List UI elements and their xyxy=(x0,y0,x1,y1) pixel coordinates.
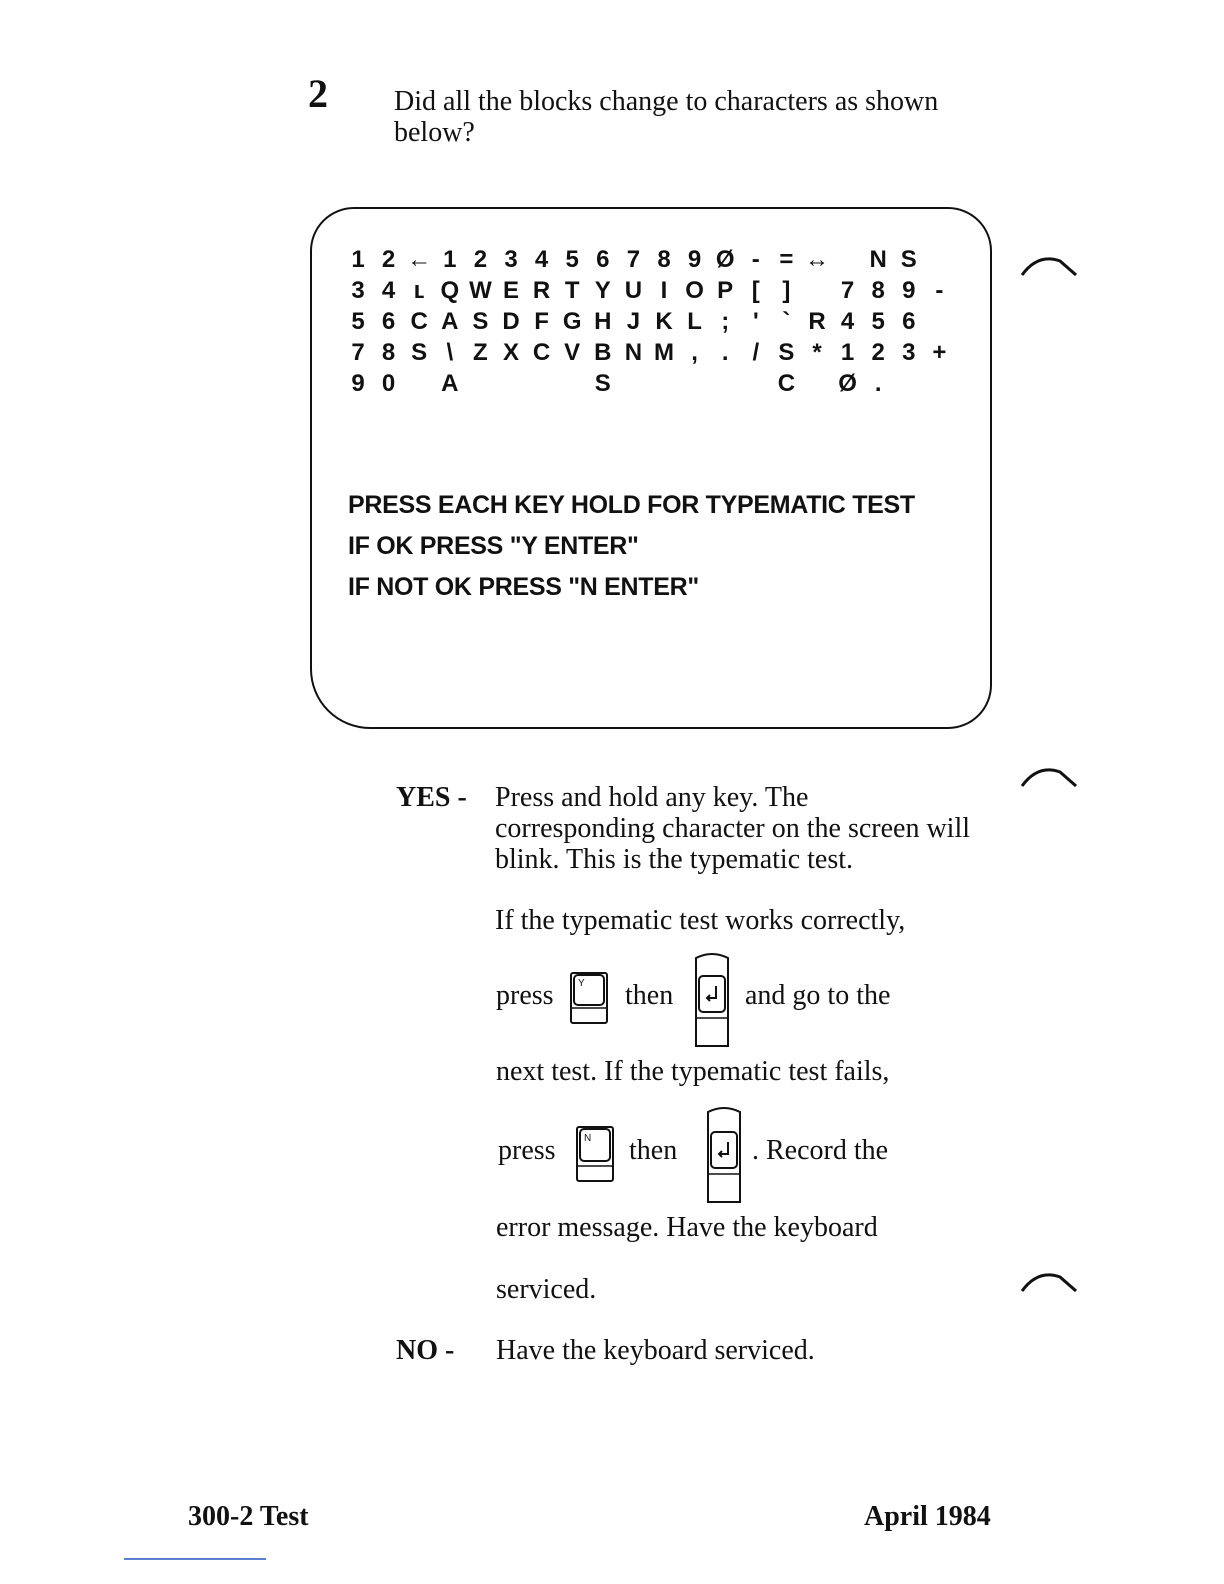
screen-char: K xyxy=(655,308,673,335)
screen-char: 4 xyxy=(381,277,396,304)
screen-char: C xyxy=(777,370,796,397)
screen-char: G xyxy=(562,308,582,335)
screen-char: C xyxy=(532,339,551,366)
screen-char: ʟ xyxy=(413,277,425,304)
screen-message-ok: IF OK PRESS "Y ENTER" xyxy=(348,532,639,560)
enter-key-icon xyxy=(702,1106,746,1204)
screen-char: I xyxy=(660,277,668,304)
screen-char: . xyxy=(874,370,882,397)
screen-char: 8 xyxy=(871,277,885,304)
screen-char: \ xyxy=(446,339,454,366)
yes-paragraph-1: Press and hold any key. The corresponding character on the screen will blink. This is the typematic test. xyxy=(495,782,971,875)
enter-key-icon xyxy=(690,952,734,1048)
press-word: press xyxy=(498,1135,556,1166)
screen-char: H xyxy=(594,308,612,335)
screen-char: L xyxy=(687,308,702,335)
screen-char: + xyxy=(932,339,947,366)
screen-char: 8 xyxy=(381,339,396,366)
y-key-legend: Y xyxy=(578,978,585,989)
screen-char: = xyxy=(779,246,794,273)
next-test-line: next test. If the typematic test fails, xyxy=(496,1056,890,1087)
screen-char: E xyxy=(502,277,519,304)
screen-char: R xyxy=(532,277,551,304)
screen-char: - xyxy=(935,277,944,304)
footer-date: April 1984 xyxy=(864,1501,991,1532)
screen-char: Q xyxy=(440,277,460,304)
screen-char: ← xyxy=(407,246,432,273)
n-key-legend: N xyxy=(584,1133,592,1144)
screen-char: V xyxy=(564,339,581,366)
footer-page-id: 300-2 Test xyxy=(188,1501,309,1532)
question-text: Did all the blocks change to characters as shown below? xyxy=(394,86,939,148)
screen-char: X xyxy=(502,339,519,366)
no-text: Have the keyboard serviced. xyxy=(496,1335,815,1366)
screen-message-not-ok: IF NOT OK PRESS "N ENTER" xyxy=(348,573,699,601)
index-tab-mark xyxy=(1020,766,1078,788)
screen-char: S xyxy=(778,339,795,366)
screen-char: 0 xyxy=(381,370,396,397)
screen-char: [ xyxy=(751,277,760,304)
screen-char: 2 xyxy=(473,246,488,273)
y-key-icon xyxy=(570,972,608,1024)
screen-char: 1 xyxy=(840,339,855,366)
screen-char: 2 xyxy=(871,339,885,366)
screen-char: ' xyxy=(752,308,759,335)
screen-char: S xyxy=(472,308,489,335)
index-tab-mark xyxy=(1020,1271,1078,1293)
screen-char: - xyxy=(751,246,760,273)
index-tab-mark xyxy=(1020,255,1078,277)
screen-char: S xyxy=(594,370,611,397)
serviced-line: serviced. xyxy=(496,1274,597,1305)
screen-char: N xyxy=(624,339,643,366)
page-edge-mark xyxy=(124,1558,266,1560)
screen-char: R xyxy=(808,308,826,335)
step-number: 2 xyxy=(308,71,328,116)
no-label: NO - xyxy=(396,1335,455,1366)
screen-char: 9 xyxy=(902,277,916,304)
screen-char: 6 xyxy=(596,246,610,273)
screen-char: O xyxy=(685,277,704,304)
yes-paragraph-2: If the typematic test works correctly, xyxy=(495,905,906,936)
screen-char: Y xyxy=(594,277,611,304)
screen-char: , xyxy=(691,339,698,366)
screen-char: Ø xyxy=(715,246,735,273)
screen-char: 4 xyxy=(534,246,549,273)
screen-char: 5 xyxy=(351,308,365,335)
then-word: then xyxy=(625,980,674,1011)
screen-char: S xyxy=(900,246,917,273)
screen-char: ↔ xyxy=(805,246,829,273)
screen-char: F xyxy=(534,308,549,335)
error-message-line: error message. Have the keyboard xyxy=(496,1212,878,1243)
screen-char: 7 xyxy=(840,277,855,304)
screen-char: S xyxy=(411,339,428,366)
screen-char: 6 xyxy=(902,308,916,335)
screen-char: 5 xyxy=(565,246,579,273)
screen-char: 2 xyxy=(381,246,396,273)
screen-message-typematic: PRESS EACH KEY HOLD FOR TYPEMATIC TEST xyxy=(348,491,915,519)
screen-char: 9 xyxy=(351,370,365,397)
screen-char: * xyxy=(812,339,822,366)
screen-char: U xyxy=(624,277,643,304)
screen-char: 6 xyxy=(381,308,396,335)
screen-char: 1 xyxy=(443,246,457,273)
screen-char: A xyxy=(441,370,459,397)
screen-char: T xyxy=(564,277,580,304)
screen-char: N xyxy=(869,246,887,273)
screen-char: ; xyxy=(721,308,730,335)
screen-char: Z xyxy=(473,339,488,366)
screen-char: C xyxy=(410,308,428,335)
screen-char: 5 xyxy=(871,308,885,335)
screen-char: 1 xyxy=(351,246,365,273)
screen-char: J xyxy=(626,308,641,335)
screen-char: 3 xyxy=(902,339,916,366)
record-error-text: . Record the xyxy=(752,1135,889,1166)
press-word: press xyxy=(496,980,554,1011)
screen-char: 7 xyxy=(351,339,365,366)
n-key-icon xyxy=(576,1126,614,1182)
screen-char: 3 xyxy=(504,246,518,273)
screen-char: / xyxy=(752,339,760,366)
screen-char: M xyxy=(654,339,674,366)
yes-label: YES - xyxy=(396,782,467,813)
screen-char: . xyxy=(721,339,729,366)
then-word: then xyxy=(629,1135,678,1166)
screen-char: 8 xyxy=(657,246,671,273)
screen-char: P xyxy=(717,277,734,304)
go-to-next-text: and go to the xyxy=(745,980,891,1011)
screen-char: 9 xyxy=(687,246,702,273)
screen-char: 4 xyxy=(840,308,855,335)
screen-char: Ø xyxy=(838,370,857,397)
screen-char: W xyxy=(469,277,492,304)
screen-char: 3 xyxy=(351,277,365,304)
screen-char: ` xyxy=(782,308,791,335)
screen-char: ] xyxy=(782,277,791,304)
screen-char: A xyxy=(441,308,459,335)
screen-char: D xyxy=(502,308,520,335)
screen-char: 7 xyxy=(626,246,641,273)
screen-char: B xyxy=(594,339,612,366)
